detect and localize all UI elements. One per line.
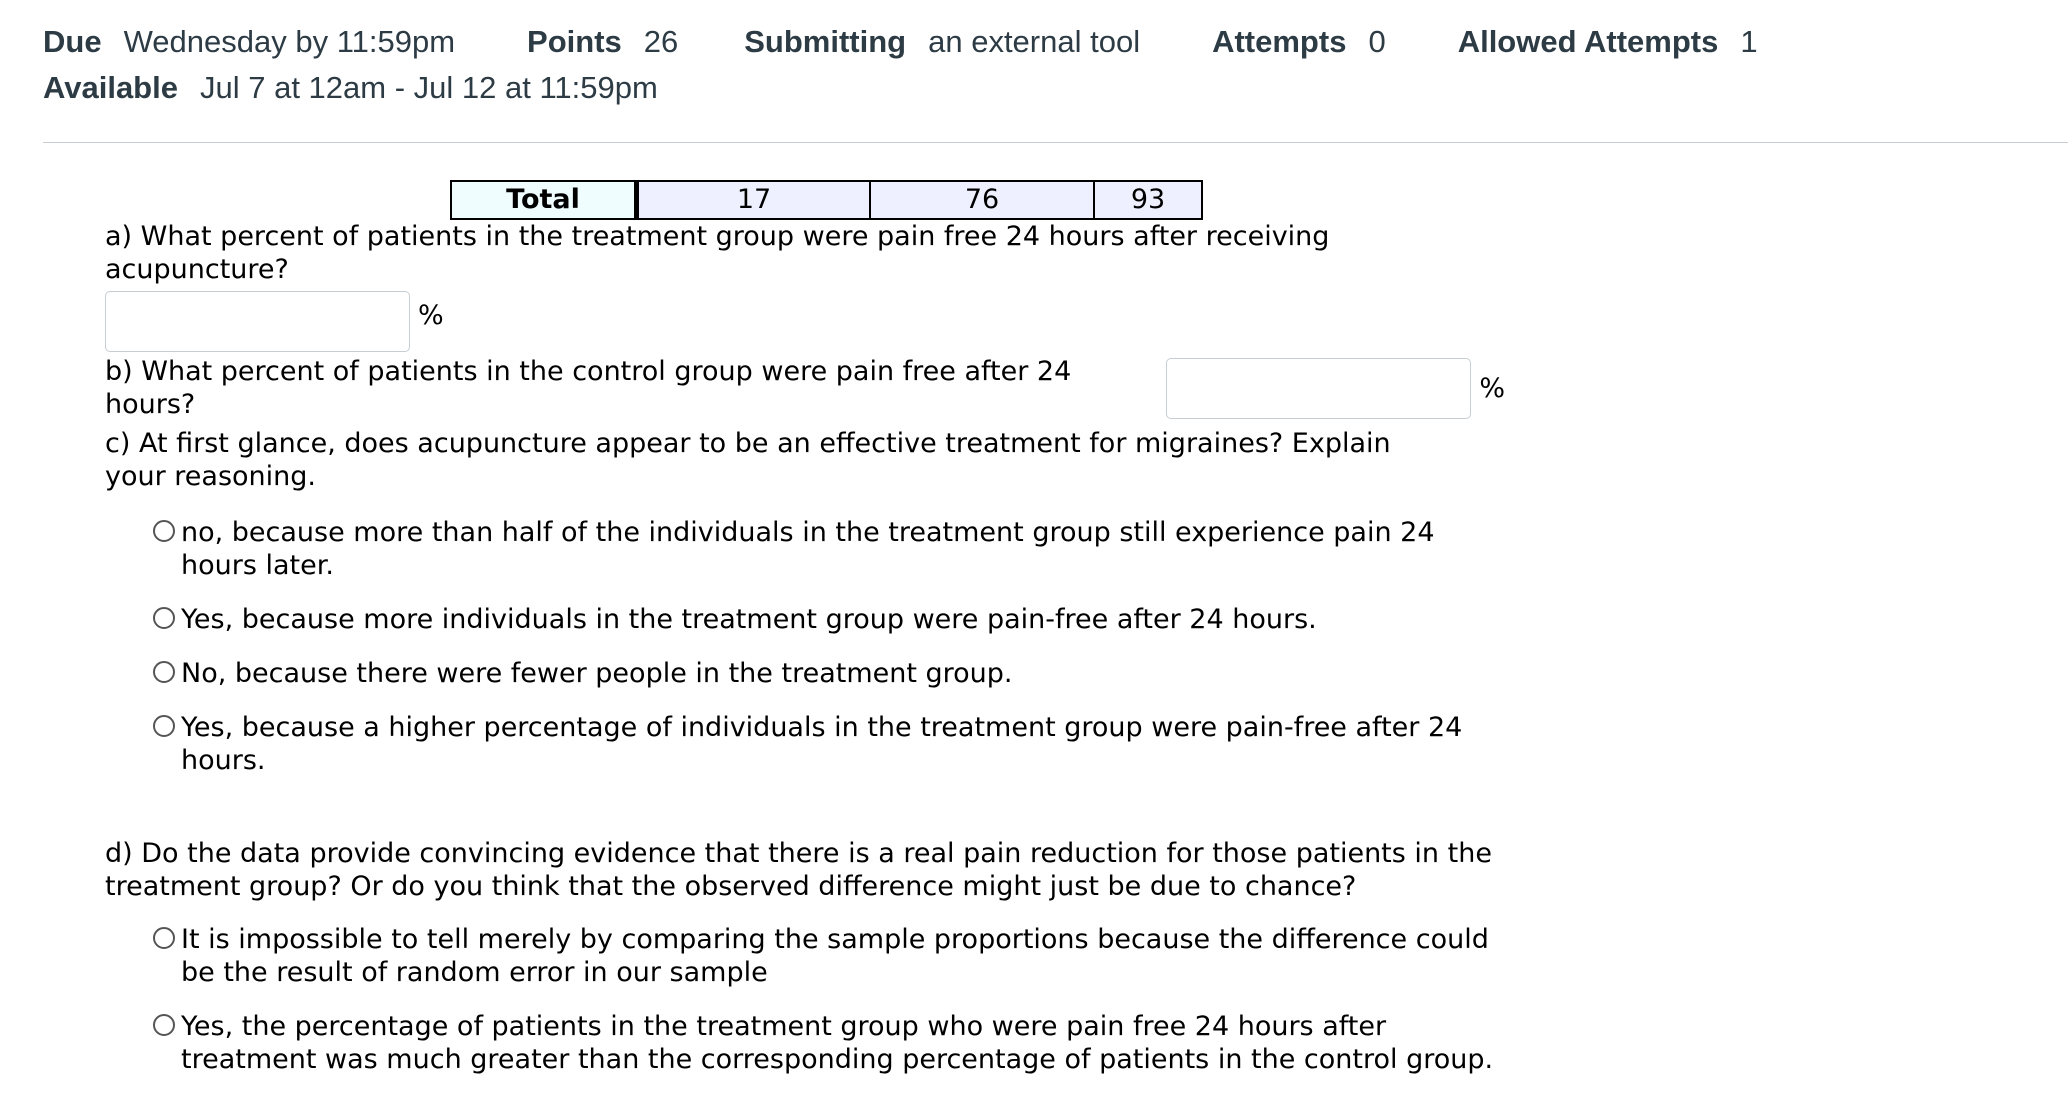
radio-option[interactable] — [153, 711, 1505, 777]
radio-button[interactable] — [153, 607, 175, 629]
question-b — [105, 357, 1505, 419]
question-d-options — [153, 923, 1505, 1076]
radio-option[interactable] — [153, 603, 1505, 636]
question-content — [105, 180, 1505, 1076]
points-label: Points — [527, 24, 622, 59]
due-label: Due — [43, 24, 102, 59]
allowed-attempts-value: 1 — [1740, 24, 1758, 59]
points-info — [527, 24, 678, 60]
attempts-info — [1212, 24, 1386, 60]
table-row-total — [451, 181, 1202, 219]
available-value: Jul 7 at 12am - Jul 12 at 11:59pm — [199, 70, 658, 105]
radio-button[interactable] — [153, 927, 175, 949]
assignment-details — [43, 24, 2068, 116]
radio-button[interactable] — [153, 661, 175, 683]
table-row-label: Total — [451, 181, 637, 219]
option-label: It is impossible to tell merely by comparing the sample proportions because the difference could be the result of random error in our sample — [181, 924, 1489, 988]
attempts-value: 0 — [1368, 24, 1386, 59]
table-cell: 76 — [870, 181, 1094, 219]
header-divider — [43, 142, 2068, 143]
available-label: Available — [43, 70, 178, 105]
allowed-attempts-info — [1458, 24, 1758, 60]
question-c-options — [153, 516, 1505, 777]
table-cell: 17 — [637, 181, 871, 219]
attempts-label: Attempts — [1212, 24, 1347, 59]
assignment-meta-row — [43, 24, 2068, 70]
question-a-text: a) What percent of patients in the treatment group were pain free 24 hours after receiving acupuncture? — [105, 221, 1330, 285]
radio-button[interactable] — [153, 520, 175, 542]
option-label: Yes, because more individuals in the treatment group were pain-free after 24 hours. — [181, 604, 1317, 635]
radio-button[interactable] — [153, 715, 175, 737]
option-label: Yes, because a higher percentage of individuals in the treatment group were pain-free after 24 hours. — [181, 712, 1463, 776]
submitting-label: Submitting — [744, 24, 907, 59]
points-value: 26 — [643, 24, 679, 59]
available-info — [43, 70, 658, 106]
submitting-info — [744, 24, 1140, 60]
due-value: Wednesday by 11:59pm — [123, 24, 456, 59]
question-a-answer — [105, 291, 1505, 353]
radio-button[interactable] — [153, 1014, 175, 1036]
answer-b-input[interactable] — [1166, 358, 1471, 419]
submitting-value: an external tool — [928, 24, 1141, 59]
question-c-text: c) At first glance, does acupuncture appear to be an effective treatment for migraines? Explain your reasoning. — [105, 428, 1391, 492]
answer-b-unit: % — [1479, 372, 1505, 404]
due-info — [43, 24, 455, 60]
data-table — [450, 180, 1203, 220]
table-cell: 93 — [1094, 181, 1202, 219]
radio-option[interactable] — [153, 1010, 1505, 1076]
radio-option[interactable] — [153, 923, 1505, 989]
answer-a-unit: % — [418, 300, 444, 331]
option-label: no, because more than half of the individuals in the treatment group still experience pain 24 hours later. — [181, 517, 1435, 581]
option-label: Yes, the percentage of patients in the treatment group who were pain free 24 hours after treatment was much greater than the corresponding percentage of patients in the control group. — [181, 1011, 1494, 1075]
radio-option[interactable] — [153, 516, 1505, 582]
allowed-attempts-label: Allowed Attempts — [1457, 24, 1719, 59]
availability-row — [43, 70, 2068, 116]
answer-a-input[interactable] — [105, 291, 410, 352]
question-d-text: d) Do the data provide convincing evidence that there is a real pain reduction for those patients in the treatment group? Or do you think that the observed difference might just be due to chance? — [105, 838, 1492, 902]
option-label: No, because there were fewer people in the treatment group. — [181, 658, 1013, 689]
question-b-text: b) What percent of patients in the control group were pain free after 24 hours? — [105, 356, 1072, 420]
radio-option[interactable] — [153, 657, 1505, 690]
